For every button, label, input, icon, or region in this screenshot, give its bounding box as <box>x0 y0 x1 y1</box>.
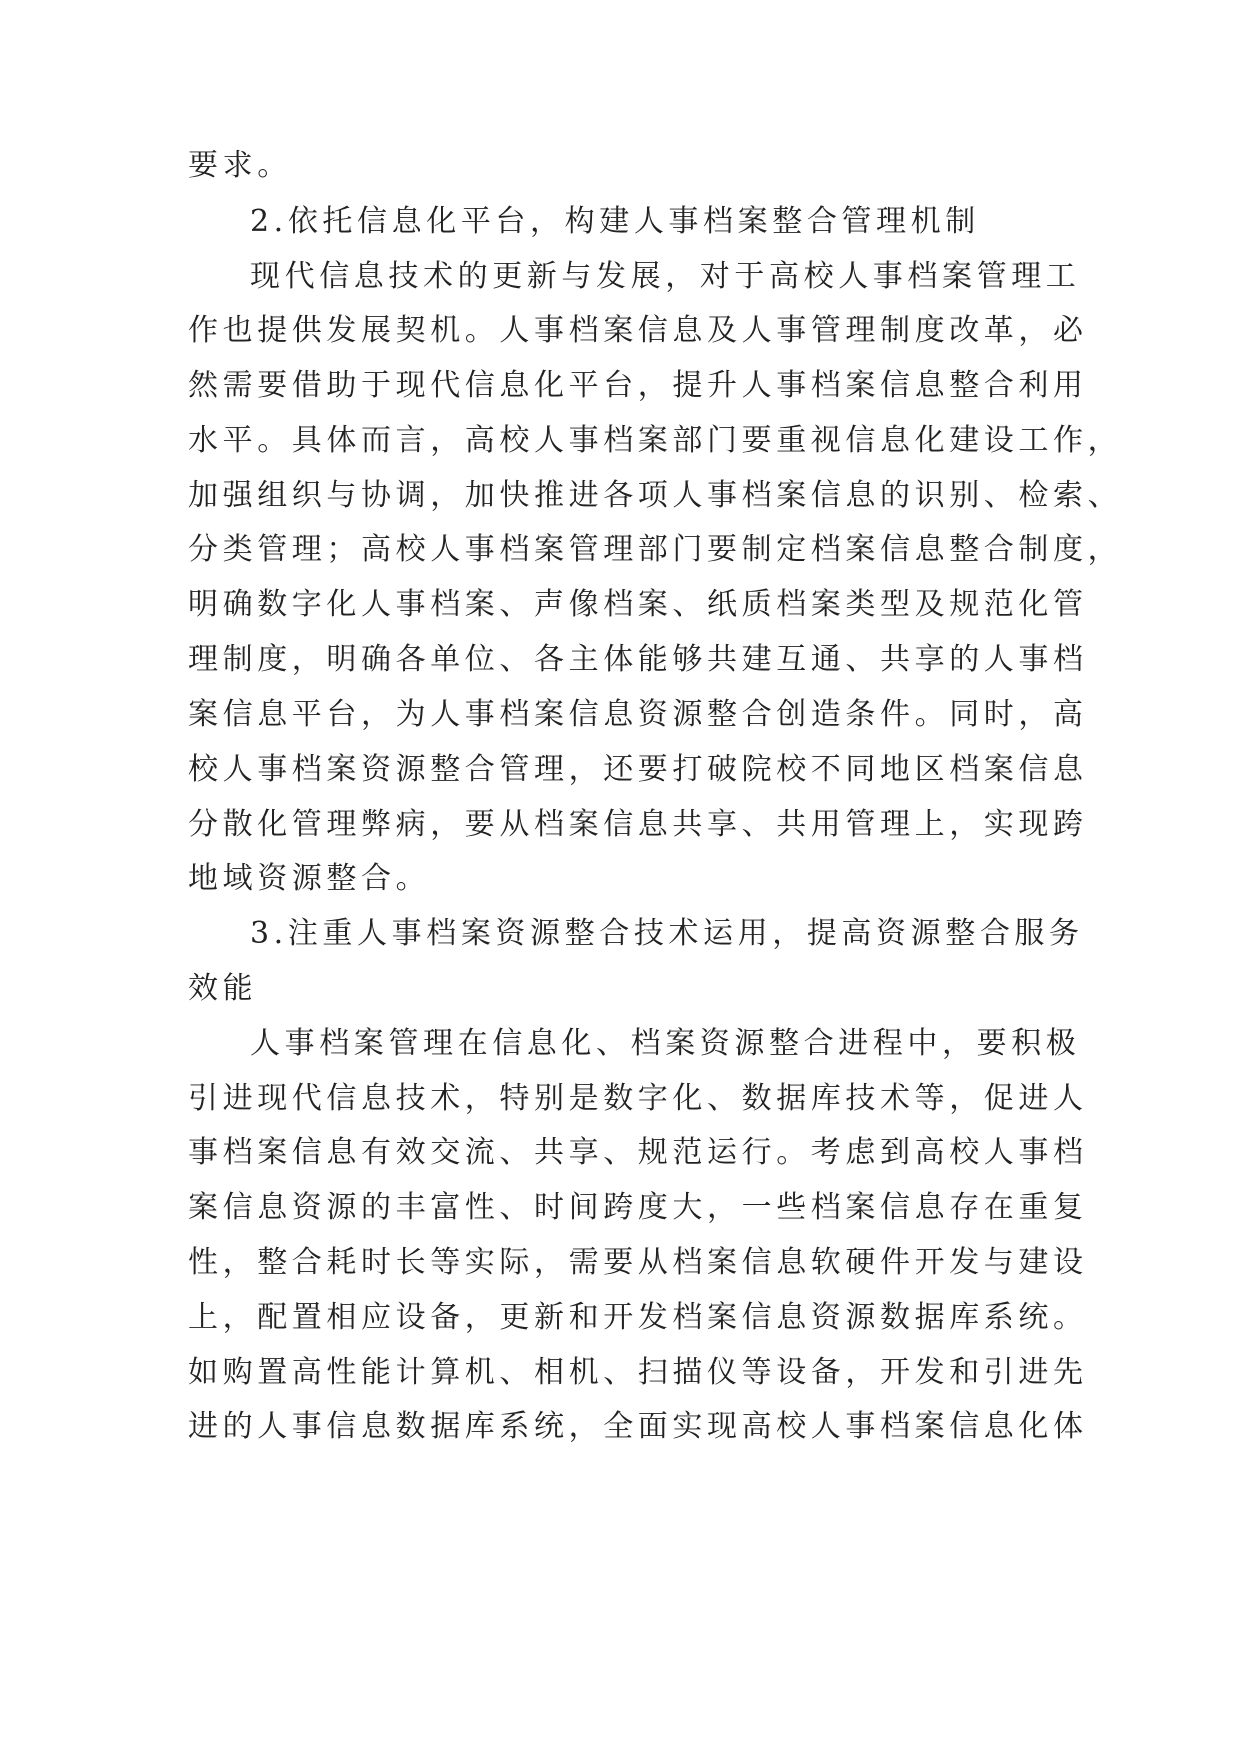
paragraph-line: 明确数字化人事档案、声像档案、纸质档案类型及规范化管 <box>188 587 1088 622</box>
paragraph-line: 加强组织与协调，加快推进各项人事档案信息的识别、检索、 <box>188 478 1123 513</box>
section-heading: 2.依托信息化平台，构建人事档案整合管理机制 <box>250 204 980 239</box>
paragraph-line: 地域资源整合。 <box>188 861 431 896</box>
paragraph-line: 案信息平台，为人事档案信息资源整合创造条件。同时，高 <box>188 697 1088 732</box>
paragraph-line: 分类管理；高校人事档案管理部门要制定档案信息整合制度， <box>188 532 1123 567</box>
paragraph-line: 理制度，明确各单位、各主体能够共建互通、共享的人事档 <box>188 642 1088 677</box>
paragraph-line: 校人事档案资源整合管理，还要打破院校不同地区档案信息 <box>188 752 1088 787</box>
paragraph-line: 性，整合耗时长等实际，需要从档案信息软硬件开发与建设 <box>188 1245 1088 1280</box>
paragraph-line: 分散化管理弊病，要从档案信息共享、共用管理上，实现跨 <box>188 807 1088 842</box>
paragraph-line: 水平。具体而言，高校人事档案部门要重视信息化建设工作， <box>188 423 1123 458</box>
section-heading: 3.注重人事档案资源整合技术运用，提高资源整合服务 <box>250 916 1084 951</box>
paragraph-line: 事档案信息有效交流、共享、规范运行。考虑到高校人事档 <box>188 1135 1088 1170</box>
paragraph-line: 人事档案管理在信息化、档案资源整合进程中，要积极 <box>250 1026 1081 1061</box>
paragraph-line: 然需要借助于现代信息化平台，提升人事档案信息整合利用 <box>188 368 1088 403</box>
paragraph-line: 案信息资源的丰富性、时间跨度大，一些档案信息存在重复 <box>188 1190 1088 1225</box>
paragraph-line: 作也提供发展契机。人事档案信息及人事管理制度改革，必 <box>188 313 1088 348</box>
paragraph-line: 上，配置相应设备，更新和开发档案信息资源数据库系统。 <box>188 1300 1088 1335</box>
paragraph-line: 进的人事信息数据库系统，全面实现高校人事档案信息化体 <box>188 1409 1088 1444</box>
paragraph-line: 现代信息技术的更新与发展，对于高校人事档案管理工 <box>250 259 1081 294</box>
section-heading: 效能 <box>188 971 258 1006</box>
paragraph-line: 如购置高性能计算机、相机、扫描仪等设备，开发和引进先 <box>188 1355 1088 1390</box>
paragraph-line: 引进现代信息技术，特别是数字化、数据库技术等，促进人 <box>188 1081 1088 1116</box>
text-line: 要求。 <box>188 148 292 183</box>
